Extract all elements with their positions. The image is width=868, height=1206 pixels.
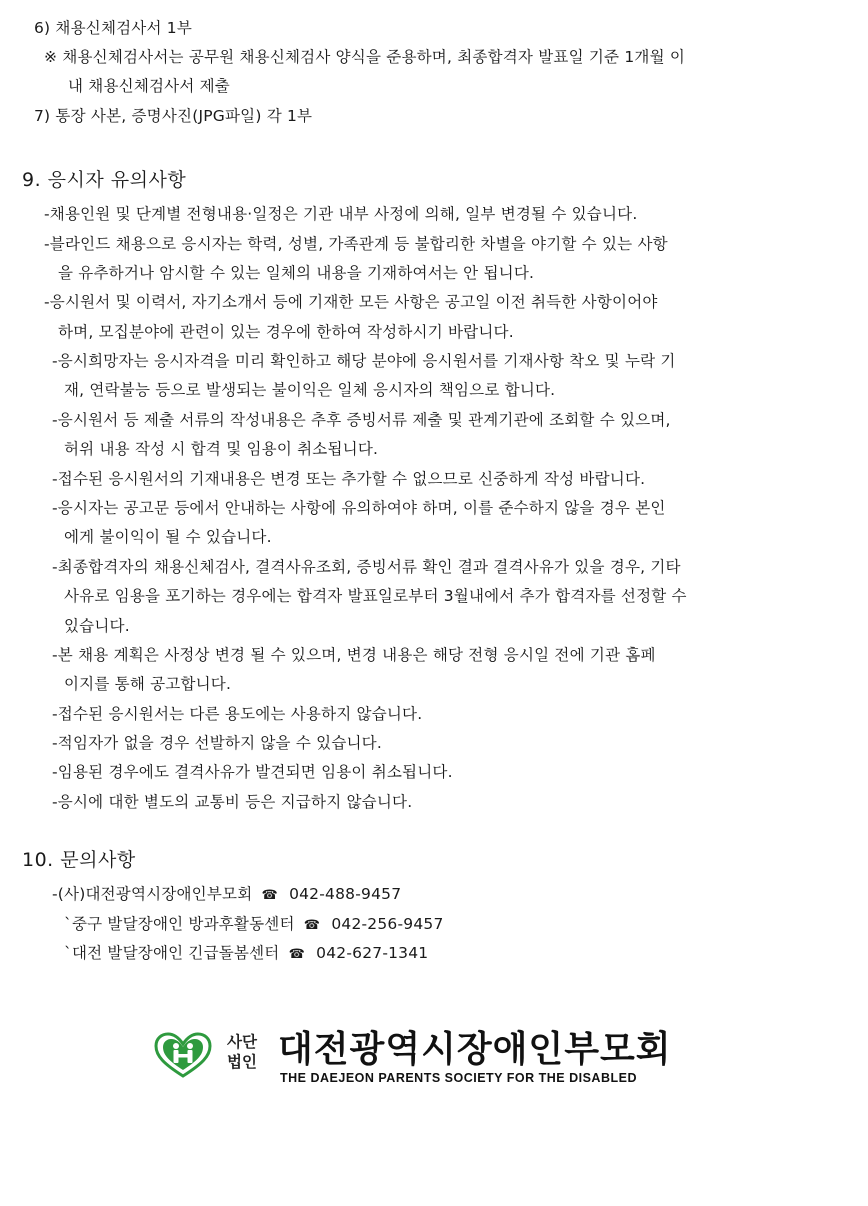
contact-phone: 042-256-9457 <box>331 915 444 933</box>
logo-name-korean: 대전광역시장애인부모회 <box>278 1029 672 1070</box>
section-9-line: -응시원서 등 제출 서류의 작성내용은 추후 증빙서류 제출 및 관계기관에 조회할 수 있으며, <box>52 411 671 429</box>
logo-small-line1: 사단 <box>227 1033 257 1051</box>
section-9-line: 재, 연락불능 등으로 발생되는 불이익은 일체 응시자의 책임으로 합니다. <box>64 381 556 399</box>
logo-small-line2: 법인 <box>227 1053 257 1071</box>
section-9-heading: 9. 응시자 유의사항 <box>22 169 187 191</box>
section-9-line: 사유로 임용을 포기하는 경우에는 합격자 발표일로부터 3월내에서 추가 합격자를 선정할 수 <box>64 587 687 605</box>
section-9-line: -접수된 응시원서는 다른 용도에는 사용하지 않습니다. <box>52 705 423 723</box>
section-9-line: -블라인드 채용으로 응시자는 학력, 성별, 가족관계 등 불합리한 차별을 야기할 수 있는 사항 <box>44 235 668 253</box>
section-9-line: 있습니다. <box>64 617 130 635</box>
contact-phone: 042-488-9457 <box>289 885 402 903</box>
note-text: ※ 채용신체검사서는 공무원 채용신체검사 양식을 준용하며, 최종합격자 발표일 기준 1개월 이 <box>44 48 686 66</box>
section-9-line: -응시원서 및 이력서, 자기소개서 등에 기재한 모든 사항은 공고일 이전 취득한 사항이어야 <box>44 293 658 311</box>
contact-name: `중구 발달장애인 방과후활동센터 <box>64 915 295 933</box>
section-9-line: -본 채용 계획은 사정상 변경 될 수 있으며, 변경 내용은 해당 전형 응시일 전에 기관 홈페 <box>52 646 656 664</box>
logo-name-english: THE DAEJEON PARENTS SOCIETY FOR THE DISABLED <box>280 1071 637 1085</box>
item-6: 6) 채용신체검사서 1부 <box>34 19 193 37</box>
section-9-line: -최종합격자의 채용신체검사, 결격사유조회, 증빙서류 확인 결과 결격사유가 있을 경우, 기타 <box>52 558 681 576</box>
section-9-line: -응시희망자는 응시자격을 미리 확인하고 해당 분야에 응시원서를 기재사항 착오 및 누락 기 <box>52 352 676 370</box>
contact-row <box>52 884 401 906</box>
item-6-note-line2: 내 채용신체검사서 제출 <box>68 77 230 95</box>
section-9-line: -접수된 응시원서의 기재내용은 변경 또는 추가할 수 없으므로 신중하게 작성 바랍니다. <box>52 470 646 488</box>
item-7: 7) 통장 사본, 증명사진(JPG파일) 각 1부 <box>34 107 313 125</box>
section-9-line: -채용인원 및 단계별 전형내용·일정은 기관 내부 사정에 의해, 일부 변경될 수 있습니다. <box>44 205 638 223</box>
section-9-line: 을 유추하거나 암시할 수 있는 일체의 내용을 기재하여서는 안 됩니다. <box>58 264 535 282</box>
section-9-line: -응시자는 공고문 등에서 안내하는 사항에 유의하여야 하며, 이를 준수하지 않을 경우 본인 <box>52 499 666 517</box>
contact-row <box>64 943 428 965</box>
section-9-line: -임용된 경우에도 결격사유가 발견되면 임용이 취소됩니다. <box>52 763 453 781</box>
section-9-line: 에게 불이익이 될 수 있습니다. <box>64 528 272 546</box>
section-9-line: -적임자가 없을 경우 선발하지 않을 수 있습니다. <box>52 734 382 752</box>
section-9-line: -응시에 대한 별도의 교통비 등은 지급하지 않습니다. <box>52 793 413 811</box>
organization-logo <box>154 1030 714 1092</box>
phone-icon: ☎ <box>288 947 306 962</box>
item-6-note-line1 <box>44 47 848 67</box>
phone-icon: ☎ <box>261 888 278 903</box>
logo-legal-type <box>220 1032 264 1072</box>
contact-name: -(사)대전광역시장애인부모회 <box>52 885 253 903</box>
phone-icon: ☎ <box>303 918 321 933</box>
section-10-heading: 10. 문의사항 <box>22 849 136 871</box>
section-9-line: 하며, 모집분야에 관련이 있는 경우에 한하여 작성하시기 바랍니다. <box>58 323 514 341</box>
section-9-line: 이지를 통해 공고합니다. <box>64 675 232 693</box>
contact-phone: 042-627-1341 <box>316 944 429 962</box>
section-9-line: 허위 내용 작성 시 합격 및 임용이 취소됩니다. <box>64 440 379 458</box>
hearts-family-icon <box>154 1032 212 1078</box>
contact-name: `대전 발달장애인 긴급돌봄센터 <box>64 944 280 962</box>
contact-row <box>64 914 444 936</box>
